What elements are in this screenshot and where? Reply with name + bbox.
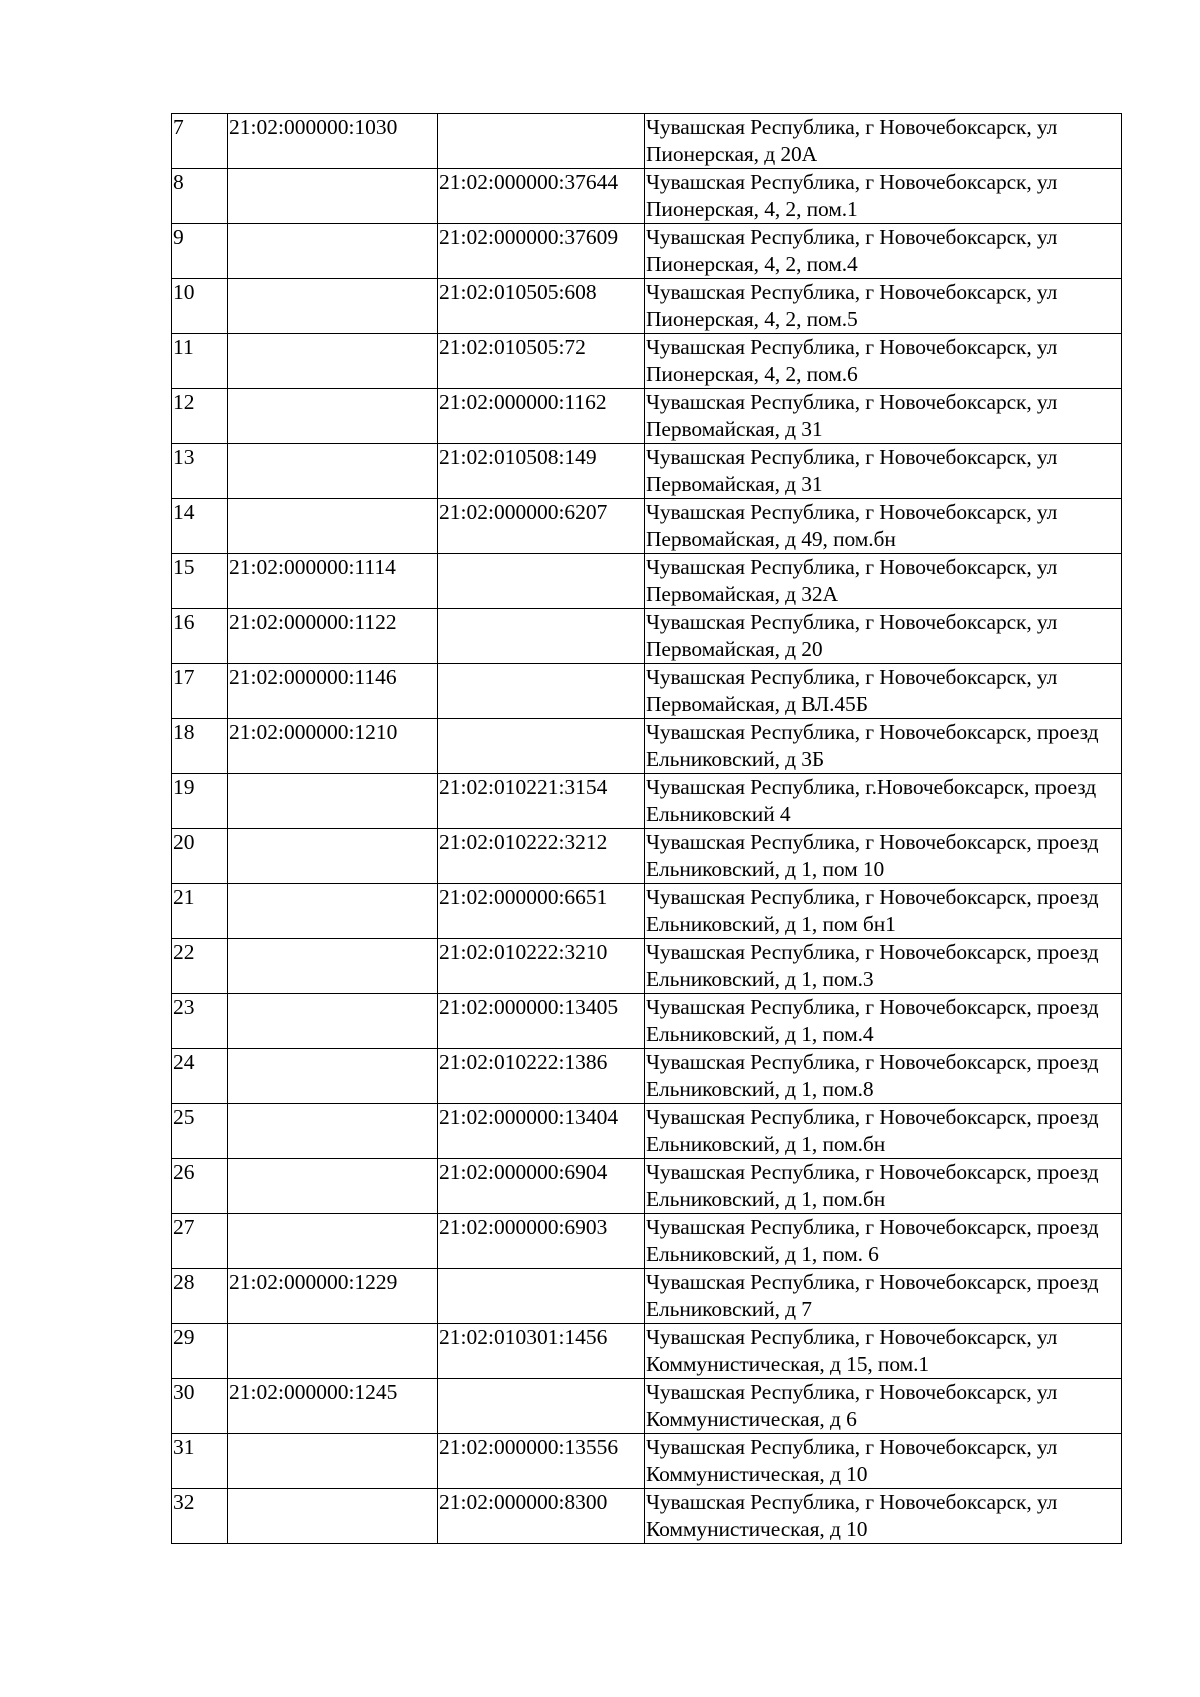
cadastral-number-land-cell — [228, 224, 438, 279]
cadastral-number-land-cell: 21:02:000000:1122 — [228, 609, 438, 664]
row-number-cell: 10 — [172, 279, 228, 334]
table-row — [172, 994, 1122, 1049]
cadastral-number-building-cell: 21:02:010222:3210 — [438, 939, 645, 994]
table-row — [172, 334, 1122, 389]
address-cell: Чувашская Республика, г Новочебоксарск, проезд Ельниковский, д 7 — [645, 1269, 1122, 1324]
cadastral-number-land-cell — [228, 1324, 438, 1379]
cadastral-number-building-cell: 21:02:010222:1386 — [438, 1049, 645, 1104]
row-number-cell: 29 — [172, 1324, 228, 1379]
cadastral-number-land-cell — [228, 444, 438, 499]
address-cell: Чувашская Республика, г.Новочебоксарск, проезд Ельниковский 4 — [645, 774, 1122, 829]
cadastral-number-building-cell: 21:02:010505:72 — [438, 334, 645, 389]
cadastral-number-land-cell: 21:02:000000:1030 — [228, 114, 438, 169]
address-cell: Чувашская Республика, г Новочебоксарск, проезд Ельниковский, д 1, пом бн1 — [645, 884, 1122, 939]
cadastral-number-land-cell: 21:02:000000:1210 — [228, 719, 438, 774]
address-cell: Чувашская Республика, г Новочебоксарск, ул Коммунистическая, д 15, пом.1 — [645, 1324, 1122, 1379]
cadastral-number-building-cell: 21:02:000000:8300 — [438, 1489, 645, 1544]
table-row — [172, 224, 1122, 279]
cadastral-number-building-cell: 21:02:000000:6904 — [438, 1159, 645, 1214]
cadastral-number-land-cell: 21:02:000000:1146 — [228, 664, 438, 719]
cadastral-number-land-cell — [228, 1214, 438, 1269]
address-cell: Чувашская Республика, г Новочебоксарск, ул Пионерская, 4, 2, пом.4 — [645, 224, 1122, 279]
table-row — [172, 389, 1122, 444]
cadastral-number-building-cell — [438, 719, 645, 774]
table-row — [172, 1214, 1122, 1269]
table-row — [172, 1379, 1122, 1434]
address-cell: Чувашская Республика, г Новочебоксарск, проезд Ельниковский, д 1, пом.8 — [645, 1049, 1122, 1104]
cadastral-number-building-cell — [438, 554, 645, 609]
cadastral-number-land-cell — [228, 1434, 438, 1489]
cadastral-number-land-cell — [228, 389, 438, 444]
table-row — [172, 169, 1122, 224]
address-cell: Чувашская Республика, г Новочебоксарск, проезд Ельниковский, д 1, пом.бн — [645, 1104, 1122, 1159]
address-cell: Чувашская Республика, г Новочебоксарск, ул Первомайская, д 31 — [645, 444, 1122, 499]
row-number-cell: 22 — [172, 939, 228, 994]
row-number-cell: 9 — [172, 224, 228, 279]
table-row — [172, 1324, 1122, 1379]
cadastral-number-land-cell — [228, 499, 438, 554]
row-number-cell: 27 — [172, 1214, 228, 1269]
table-row — [172, 609, 1122, 664]
row-number-cell: 20 — [172, 829, 228, 884]
table-row — [172, 554, 1122, 609]
cadastral-number-building-cell: 21:02:000000:37644 — [438, 169, 645, 224]
cadastral-number-building-cell — [438, 664, 645, 719]
cadastral-number-building-cell: 21:02:000000:13404 — [438, 1104, 645, 1159]
row-number-cell: 13 — [172, 444, 228, 499]
table-row — [172, 499, 1122, 554]
address-cell: Чувашская Республика, г Новочебоксарск, проезд Ельниковский, д 1, пом.бн — [645, 1159, 1122, 1214]
table-row — [172, 774, 1122, 829]
cadastral-number-land-cell — [228, 1489, 438, 1544]
row-number-cell: 14 — [172, 499, 228, 554]
cadastral-number-land-cell — [228, 334, 438, 389]
table-row — [172, 279, 1122, 334]
address-cell: Чувашская Республика, г Новочебоксарск, ул Первомайская, д 20 — [645, 609, 1122, 664]
cadastral-number-land-cell — [228, 1104, 438, 1159]
cadastral-number-building-cell: 21:02:010221:3154 — [438, 774, 645, 829]
row-number-cell: 21 — [172, 884, 228, 939]
table-row — [172, 829, 1122, 884]
address-cell: Чувашская Республика, г Новочебоксарск, проезд Ельниковский, д 3Б — [645, 719, 1122, 774]
table-row — [172, 1434, 1122, 1489]
cadastral-number-building-cell: 21:02:000000:6903 — [438, 1214, 645, 1269]
cadastral-number-building-cell — [438, 1269, 645, 1324]
cadastral-number-land-cell: 21:02:000000:1245 — [228, 1379, 438, 1434]
address-cell: Чувашская Республика, г Новочебоксарск, ул Пионерская, д 20А — [645, 114, 1122, 169]
address-cell: Чувашская Республика, г Новочебоксарск, ул Первомайская, д 49, пом.бн — [645, 499, 1122, 554]
cadastral-number-land-cell — [228, 1159, 438, 1214]
address-cell: Чувашская Республика, г Новочебоксарск, ул Коммунистическая, д 10 — [645, 1489, 1122, 1544]
address-cell: Чувашская Республика, г Новочебоксарск, проезд Ельниковский, д 1, пом 10 — [645, 829, 1122, 884]
address-cell: Чувашская Республика, г Новочебоксарск, проезд Ельниковский, д 1, пом.4 — [645, 994, 1122, 1049]
table-row — [172, 1269, 1122, 1324]
cadastral-number-building-cell: 21:02:010505:608 — [438, 279, 645, 334]
property-table — [171, 113, 1122, 1544]
table-row — [172, 939, 1122, 994]
cadastral-number-building-cell: 21:02:010301:1456 — [438, 1324, 645, 1379]
cadastral-number-building-cell: 21:02:010508:149 — [438, 444, 645, 499]
cadastral-number-land-cell — [228, 829, 438, 884]
table-row — [172, 1049, 1122, 1104]
row-number-cell: 30 — [172, 1379, 228, 1434]
cadastral-number-building-cell — [438, 609, 645, 664]
row-number-cell: 32 — [172, 1489, 228, 1544]
row-number-cell: 11 — [172, 334, 228, 389]
row-number-cell: 19 — [172, 774, 228, 829]
row-number-cell: 15 — [172, 554, 228, 609]
row-number-cell: 8 — [172, 169, 228, 224]
cadastral-number-land-cell — [228, 884, 438, 939]
address-cell: Чувашская Республика, г Новочебоксарск, ул Пионерская, 4, 2, пом.1 — [645, 169, 1122, 224]
address-cell: Чувашская Республика, г Новочебоксарск, проезд Ельниковский, д 1, пом.3 — [645, 939, 1122, 994]
address-cell: Чувашская Республика, г Новочебоксарск, ул Коммунистическая, д 6 — [645, 1379, 1122, 1434]
cadastral-number-land-cell — [228, 169, 438, 224]
cadastral-number-land-cell — [228, 279, 438, 334]
table-row — [172, 1159, 1122, 1214]
cadastral-number-land-cell: 21:02:000000:1114 — [228, 554, 438, 609]
row-number-cell: 25 — [172, 1104, 228, 1159]
cadastral-number-building-cell: 21:02:000000:1162 — [438, 389, 645, 444]
row-number-cell: 17 — [172, 664, 228, 719]
cadastral-number-building-cell: 21:02:000000:13405 — [438, 994, 645, 1049]
row-number-cell: 7 — [172, 114, 228, 169]
address-cell: Чувашская Республика, г Новочебоксарск, ул Пионерская, 4, 2, пом.6 — [645, 334, 1122, 389]
cadastral-number-land-cell — [228, 994, 438, 1049]
cadastral-number-building-cell: 21:02:000000:37609 — [438, 224, 645, 279]
table-row — [172, 1489, 1122, 1544]
cadastral-number-building-cell: 21:02:000000:13556 — [438, 1434, 645, 1489]
row-number-cell: 12 — [172, 389, 228, 444]
cadastral-number-land-cell: 21:02:000000:1229 — [228, 1269, 438, 1324]
cadastral-number-building-cell: 21:02:010222:3212 — [438, 829, 645, 884]
cadastral-number-land-cell — [228, 1049, 438, 1104]
address-cell: Чувашская Республика, г Новочебоксарск, ул Коммунистическая, д 10 — [645, 1434, 1122, 1489]
row-number-cell: 28 — [172, 1269, 228, 1324]
table-row — [172, 114, 1122, 169]
table-row — [172, 444, 1122, 499]
address-cell: Чувашская Республика, г Новочебоксарск, ул Пионерская, 4, 2, пом.5 — [645, 279, 1122, 334]
row-number-cell: 23 — [172, 994, 228, 1049]
address-cell: Чувашская Республика, г Новочебоксарск, ул Первомайская, д ВЛ.45Б — [645, 664, 1122, 719]
row-number-cell: 24 — [172, 1049, 228, 1104]
address-cell: Чувашская Республика, г Новочебоксарск, проезд Ельниковский, д 1, пом. 6 — [645, 1214, 1122, 1269]
table-row — [172, 1104, 1122, 1159]
table-row — [172, 664, 1122, 719]
cadastral-number-building-cell: 21:02:000000:6207 — [438, 499, 645, 554]
address-cell: Чувашская Республика, г Новочебоксарск, ул Первомайская, д 32А — [645, 554, 1122, 609]
cadastral-number-building-cell: 21:02:000000:6651 — [438, 884, 645, 939]
row-number-cell: 16 — [172, 609, 228, 664]
row-number-cell: 31 — [172, 1434, 228, 1489]
address-cell: Чувашская Республика, г Новочебоксарск, ул Первомайская, д 31 — [645, 389, 1122, 444]
cadastral-number-building-cell — [438, 114, 645, 169]
row-number-cell: 26 — [172, 1159, 228, 1214]
table-row — [172, 884, 1122, 939]
row-number-cell: 18 — [172, 719, 228, 774]
cadastral-number-land-cell — [228, 939, 438, 994]
cadastral-number-land-cell — [228, 774, 438, 829]
property-table-body — [172, 114, 1122, 1544]
table-row — [172, 719, 1122, 774]
cadastral-number-building-cell — [438, 1379, 645, 1434]
